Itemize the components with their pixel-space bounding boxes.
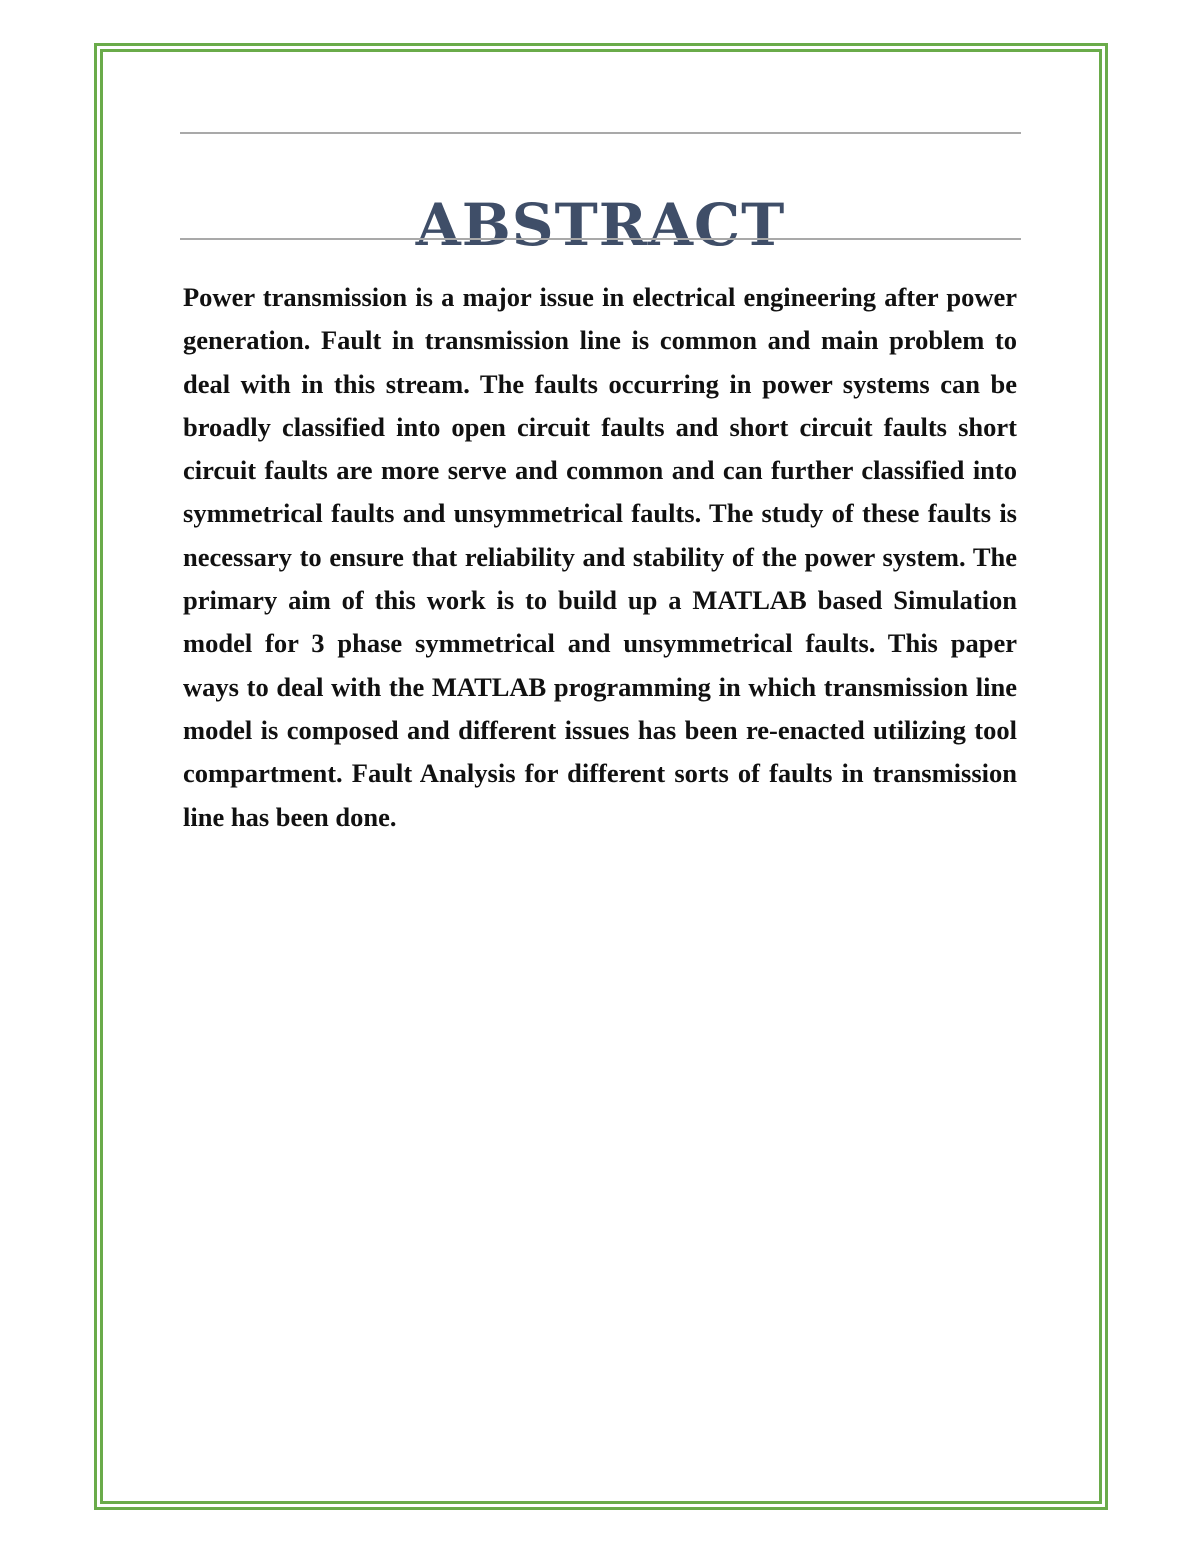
title-rule-top	[180, 132, 1021, 134]
abstract-paragraph: Power transmission is a major issue in electrical engineering after power generation. Fault in transmission line is common and main problem to deal with in this stream. The faults occurring in power systems can be broadly classified into open circuit faults and short circuit faults short circuit faults are more serve and common and can further classified into symmetrical faults and unsymmetrical faults. The study of these faults is necessary to ensure that reliability and stability of the power system. The primary aim of this work is to build up a MATLAB based Simulation model for 3 phase symmetrical and unsymmetrical faults. This paper ways to deal with the MATLAB programming in which transmission line model is composed and different issues has been re-enacted utilizing tool compartment. Fault Analysis for different sorts of faults in transmission line has been done.	[183, 282, 1017, 832]
page-title: ABSTRACT	[415, 190, 786, 259]
title-rule-bottom	[180, 238, 1021, 240]
